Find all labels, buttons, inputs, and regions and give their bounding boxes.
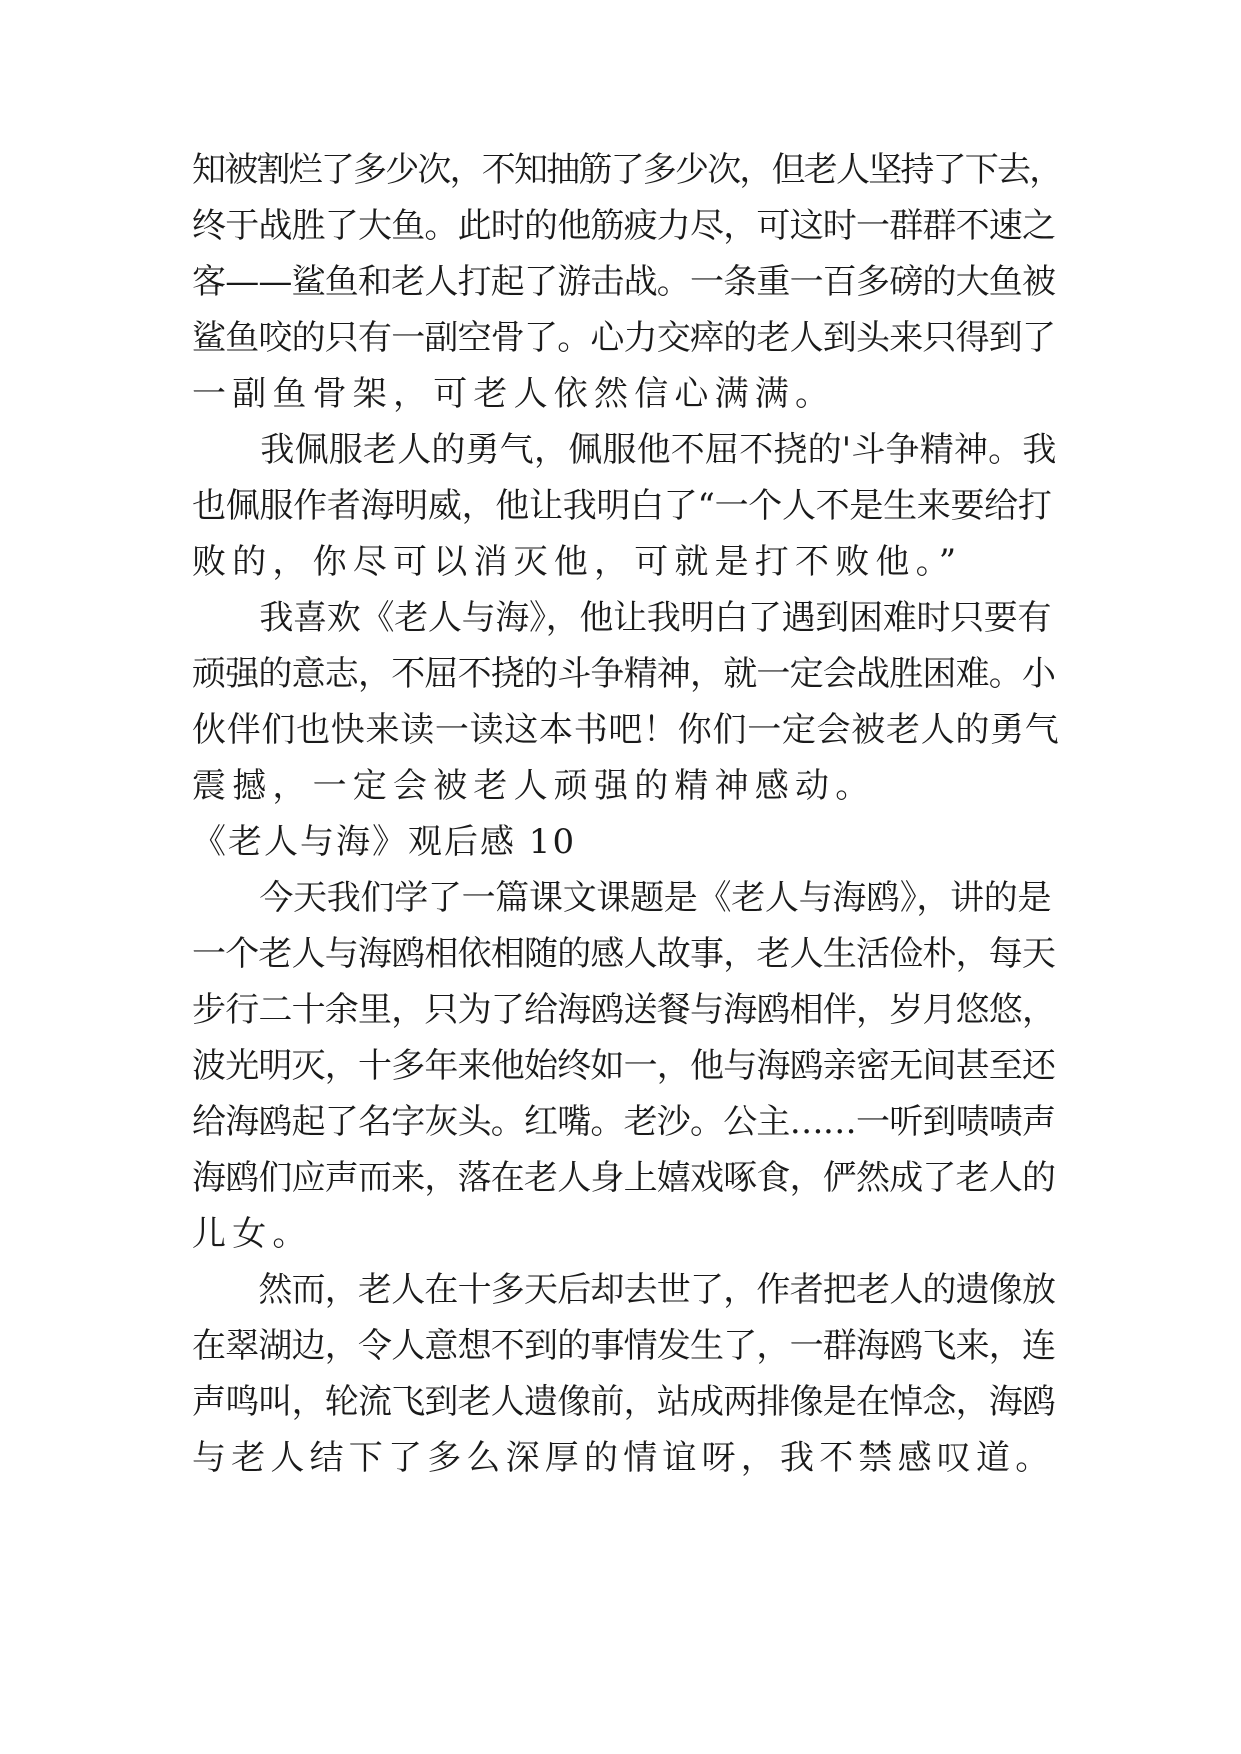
paragraph-line: 客——鲨鱼和老人打起了游击战。一条重一百多磅的大鱼被 — [192, 262, 1056, 302]
paragraph-line: 然而，老人在十多天后却去世了，作者把老人的遗像放 — [192, 1270, 1056, 1310]
paragraph-line: 也佩服作者海明威，他让我明白了“一个人不是生来要给打 — [192, 486, 1052, 526]
paragraph-line: 终于战胜了大鱼。此时的他筋疲力尽，可这时一群群不速之 — [192, 206, 1056, 246]
paragraph-line: 在翠湖边，令人意想不到的事情发生了，一群海鸥飞来，连 — [192, 1326, 1056, 1366]
paragraph-line: 与老人结下了多么深厚的情谊呀，我不禁感叹道。 — [192, 1438, 1055, 1478]
paragraph-line: 震撼，一定会被老人顽强的精神感动。 — [192, 766, 876, 806]
paragraph-line: 儿女。 — [192, 1214, 313, 1254]
paragraph-line: 海鸥们应声而来，落在老人身上嬉戏啄食，俨然成了老人的 — [192, 1158, 1056, 1198]
paragraph-line: 知被割烂了多少次，不知抽筋了多少次，但老人坚持了下去， — [192, 150, 1062, 190]
paragraph-line: 今天我们学了一篇课文课题是《老人与海鸥》，讲的是 — [192, 878, 1052, 918]
paragraph-line: 我喜欢《老人与海》，他让我明白了遇到困难时只要有 — [192, 598, 1052, 638]
paragraph-line: 鲨鱼咬的只有一副空骨了。心力交瘁的老人到头来只得到了 — [192, 318, 1056, 358]
paragraph-line: 步行二十余里，只为了给海鸥送餐与海鸥相伴，岁月悠悠， — [192, 990, 1056, 1030]
paragraph-line: 一副鱼骨架，可老人依然信心满满。 — [192, 374, 836, 414]
section-heading: 《老人与海》观后感 10 — [192, 822, 577, 862]
paragraph-line: 声鸣叫，轮流飞到老人遗像前，站成两排像是在悼念，海鸥 — [192, 1382, 1056, 1422]
paragraph-line: 伙伴们也快来读一读这本书吧！你们一定会被老人的勇气 — [192, 710, 1060, 750]
paragraph-line: 一个老人与海鸥相依相随的感人故事，老人生活俭朴，每天 — [192, 934, 1056, 974]
paragraph-line: 败的，你尽可以消灭他，可就是打不败他。” — [192, 542, 963, 582]
paragraph-line: 顽强的意志，不屈不挠的斗争精神，就一定会战胜困难。小 — [192, 654, 1056, 694]
paragraph-line: 波光明灭，十多年来他始终如一，他与海鸥亲密无间甚至还 — [192, 1046, 1056, 1086]
paragraph-line: 给海鸥起了名字灰头。红嘴。老沙。公主……一听到啧啧声 — [192, 1102, 1056, 1142]
paragraph-line: 我佩服老人的勇气，佩服他不屈不挠的'斗争精神。我 — [192, 430, 1057, 470]
